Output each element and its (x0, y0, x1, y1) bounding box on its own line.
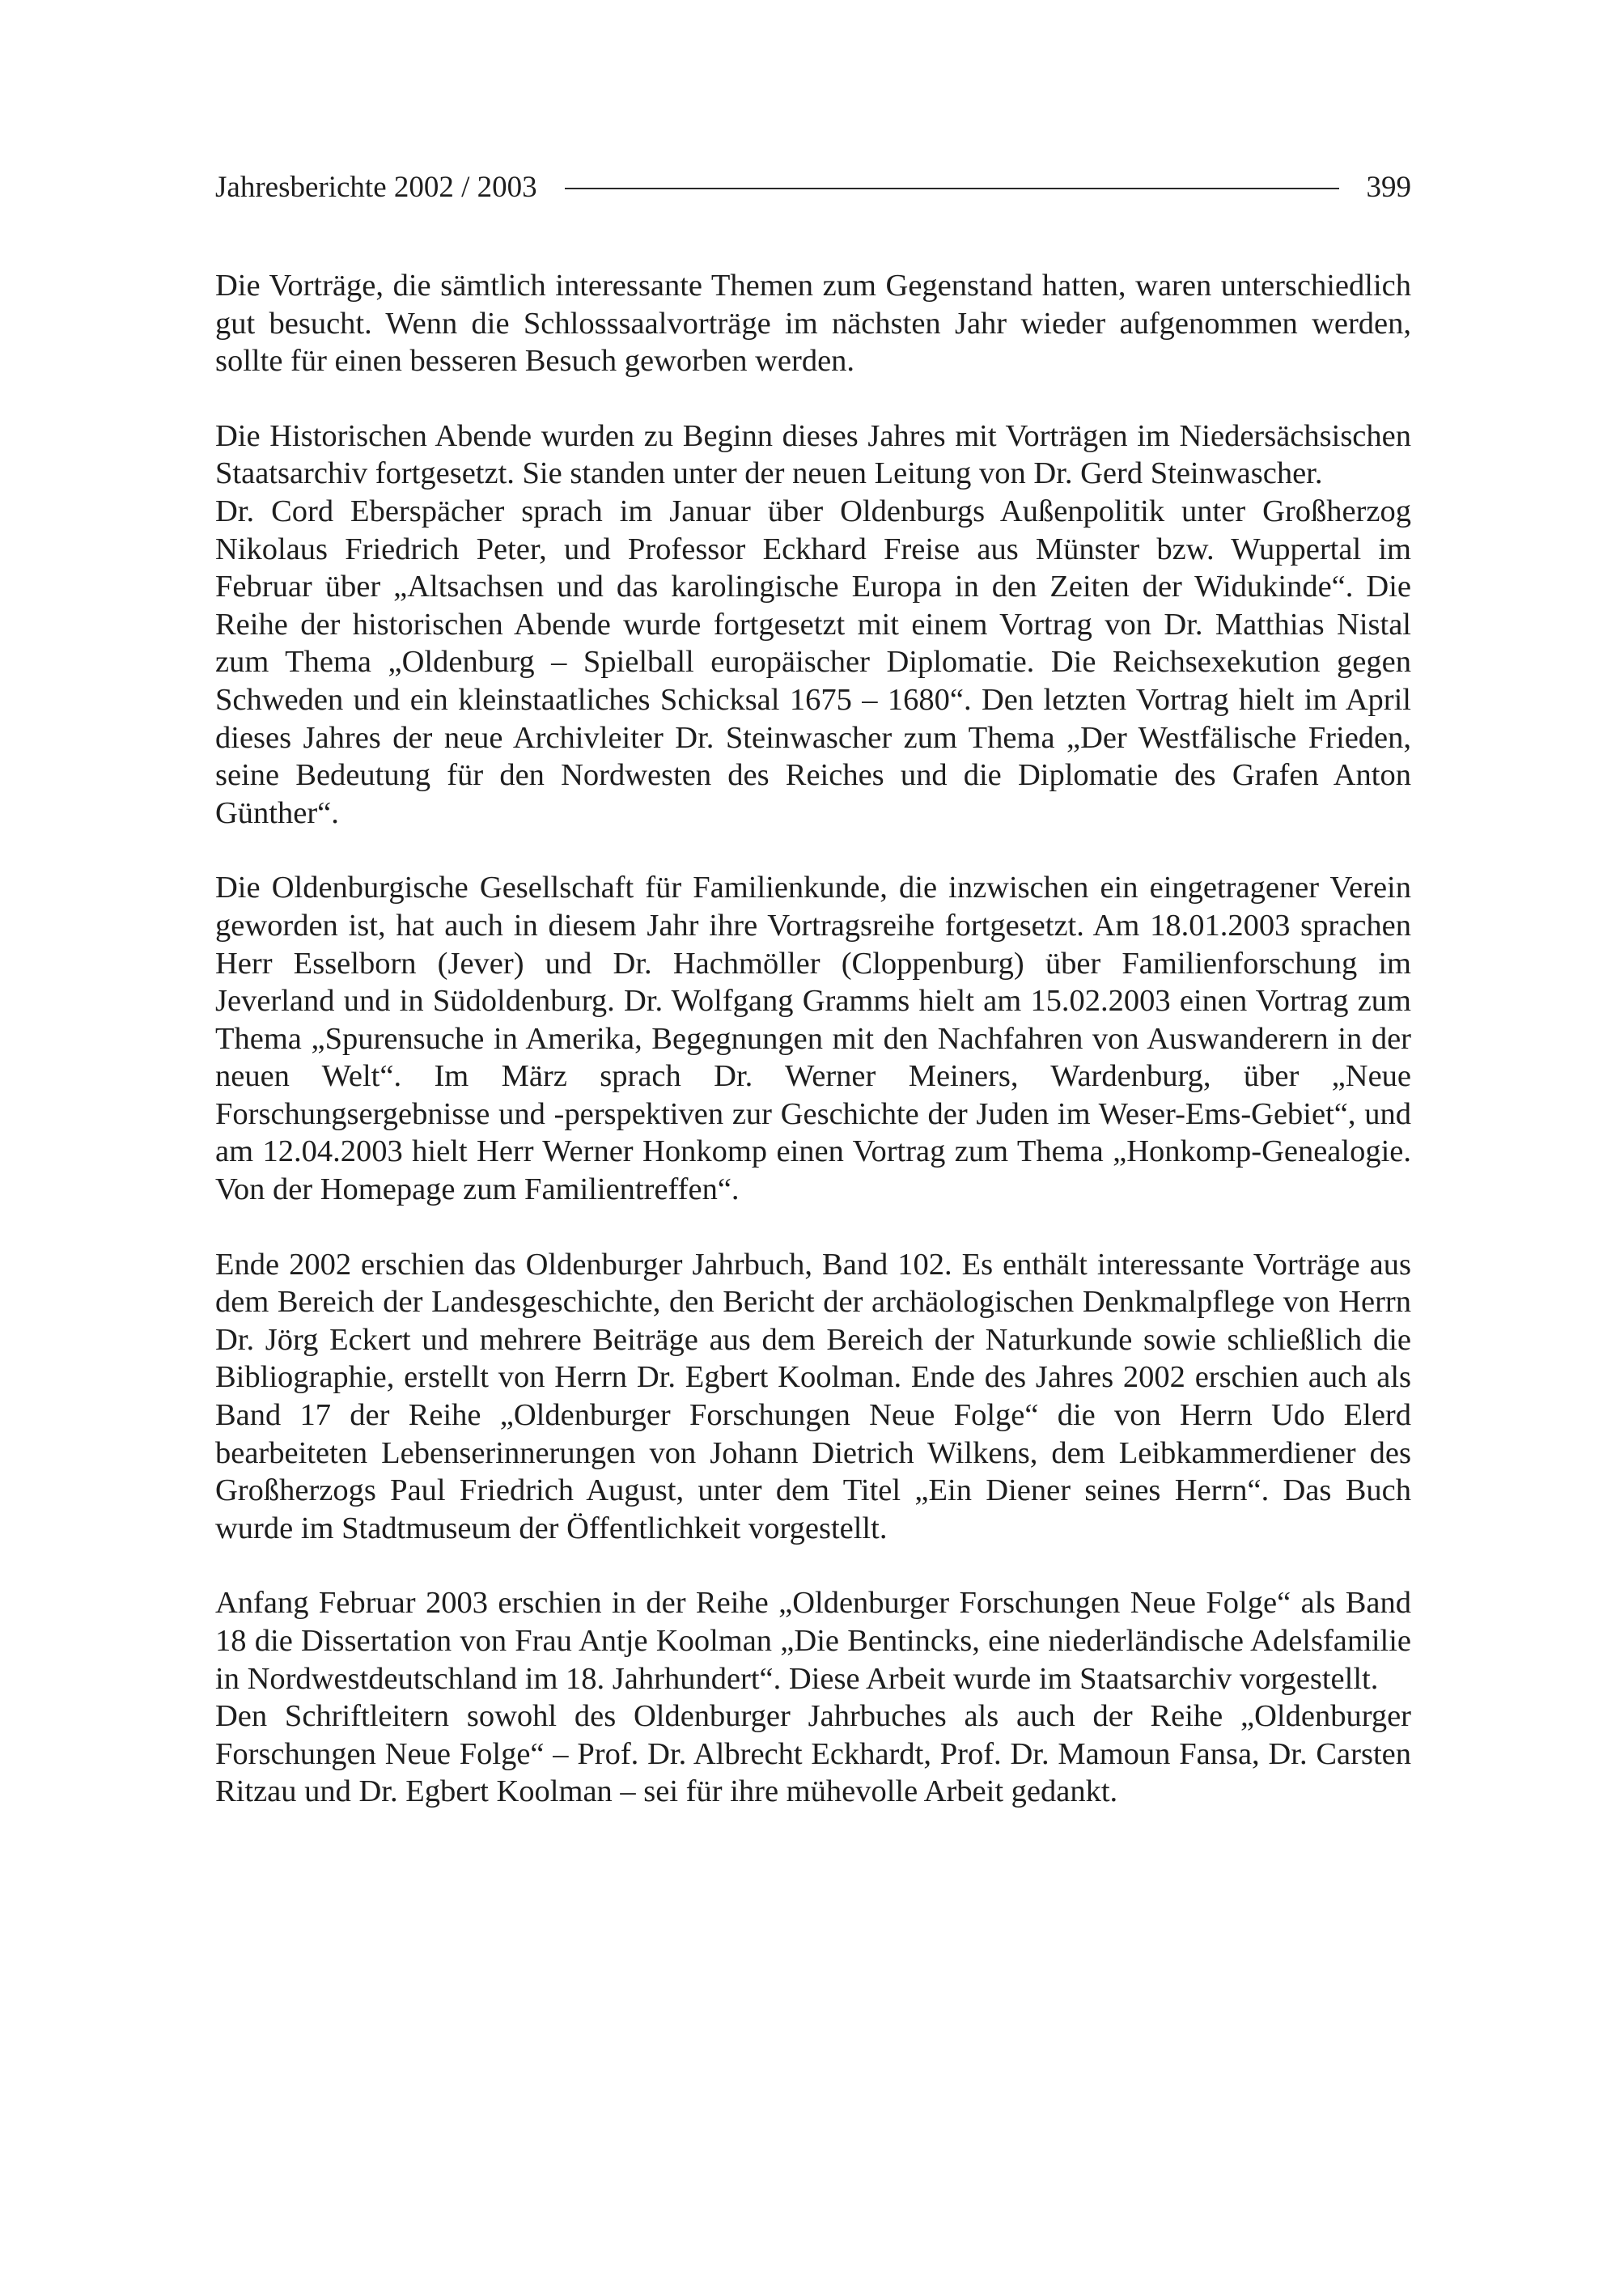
header-title: Jahresberichte 2002 / 2003 (215, 170, 537, 204)
paragraph-family-research-society: Die Oldenburgische Gesellschaft für Familienkunde, die inzwischen ein eingetragener Verein geworden ist, hat auch in diesem Jahr ihre Vortragsreihe fortgesetzt. Am 18.01.2003 sprachen Herr Esselborn (Jever) und Dr. Hachmöller (Cloppenburg) über Familienforschung im Jeverland und in Südoldenburg. Dr. Wolfgang Gramms hielt am 15.02.2003 einen Vortrag zum Thema „Spurensuche in Amerika, Begegnungen mit den Nachfahren von Auswanderern in der neuen Welt“. Im März sprach Dr. Werner Meiners, Wardenburg, über „Neue Forschungsergebnisse und -perspektiven zur Geschichte der Juden im Weser-Ems-Gebiet“, und am 12.04.2003 hielt Herr Werner Honkomp einen Vortrag zum Thema „Honkomp-Genealogie. Von der Homepage zum Familientreffen“. (215, 871, 1411, 1207)
page-number: 399 (1366, 170, 1411, 204)
paragraph-historical-evenings: Die Historischen Abende wurden zu Beginn dieses Jahres mit Vorträgen im Niedersächsischen Staatsarchiv fortgesetzt. Sie standen unter der neuen Leitung von Dr. Gerd Steinwascher. (215, 418, 1411, 491)
paragraph-editors-thanks: Den Schriftleitern sowohl des Oldenburger Jahrbuches als auch der Reihe „Oldenburger Forschungen Neue Folge“ – Prof. Dr. Albrecht Eckhardt, Prof. Dr. Mamoun Fansa, Dr. Carsten Ritzau und Dr. Egbert Koolman – sei für ihre mühevolle Arbeit gedankt. (215, 1699, 1411, 1809)
paragraph-lectures-attendance: Die Vorträge, die sämtlich interessante Themen zum Gegenstand hatten, waren unterschiedlich gut besucht. Wenn die Schlosssaalvorträge im nächsten Jahr wieder aufgenommen werden, sollte für einen besseren Besuch geworben werden. (215, 269, 1411, 379)
paragraph-bentincks-dissertation: Anfang Februar 2003 erschien in der Reihe „Oldenburger Forschungen Neue Folge“ als Band 18 die Dissertation von Frau Antje Koolman „Die Bentincks, eine niederländische Adelsfamilie in Nordwestdeutschland im 18. Jahrhundert“. Diese Arbeit wurde im Staatsarchiv vorgestellt. (215, 1586, 1411, 1696)
header-rule (565, 188, 1339, 189)
paragraph-historical-lectures: Dr. Cord Eberspächer sprach im Januar über Oldenburgs Außenpolitik unter Großherzog Nikolaus Friedrich Peter, und Professor Eckhard Freise aus Münster bzw. Wuppertal im Februar über „Altsachsen und das karolingische Europa in den Zeiten der Widukinde“. Die Reihe der historischen Abende wurde fortgesetzt mit einem Vortrag von Dr. Matthias Nistal zum Thema „Oldenburg – Spielball europäischer Diplomatie. Die Reichsexekution gegen Schweden und ein kleinstaatliches Schicksal 1675 – 1680“. Den letzten Vortrag hielt im April dieses Jahres der neue Archivleiter Dr. Steinwascher zum Thema „Der Westfälische Frieden, seine Bedeutung für den Nordwesten des Reiches und die Diplomatie des Grafen Anton Günther“. (215, 494, 1411, 830)
paragraph-oldenburg-yearbook: Ende 2002 erschien das Oldenburger Jahrbuch, Band 102. Es enthält interessante Vorträge aus dem Bereich der Landesgeschichte, den Bericht der archäologischen Denkmalpflege von Herrn Dr. Jörg Eckert und mehrere Beiträge aus dem Bereich der Naturkunde sowie schließlich die Bibliographie, erstellt von Herrn Dr. Egbert Koolman. Ende des Jahres 2002 erschien auch als Band 17 der Reihe „Oldenburger Forschungen Neue Folge“ die von Herrn Udo Elerd bearbeiteten Lebenserinnerungen von Johann Dietrich Wilkens, dem Leibkammerdiener des Großherzogs Paul Friedrich August, unter dem Titel „Ein Diener seines Herrn“. Das Buch wurde im Stadtmuseum der Öffentlichkeit vorgestellt. (215, 1247, 1411, 1545)
body-text (215, 267, 1411, 1811)
running-header (215, 167, 1411, 207)
